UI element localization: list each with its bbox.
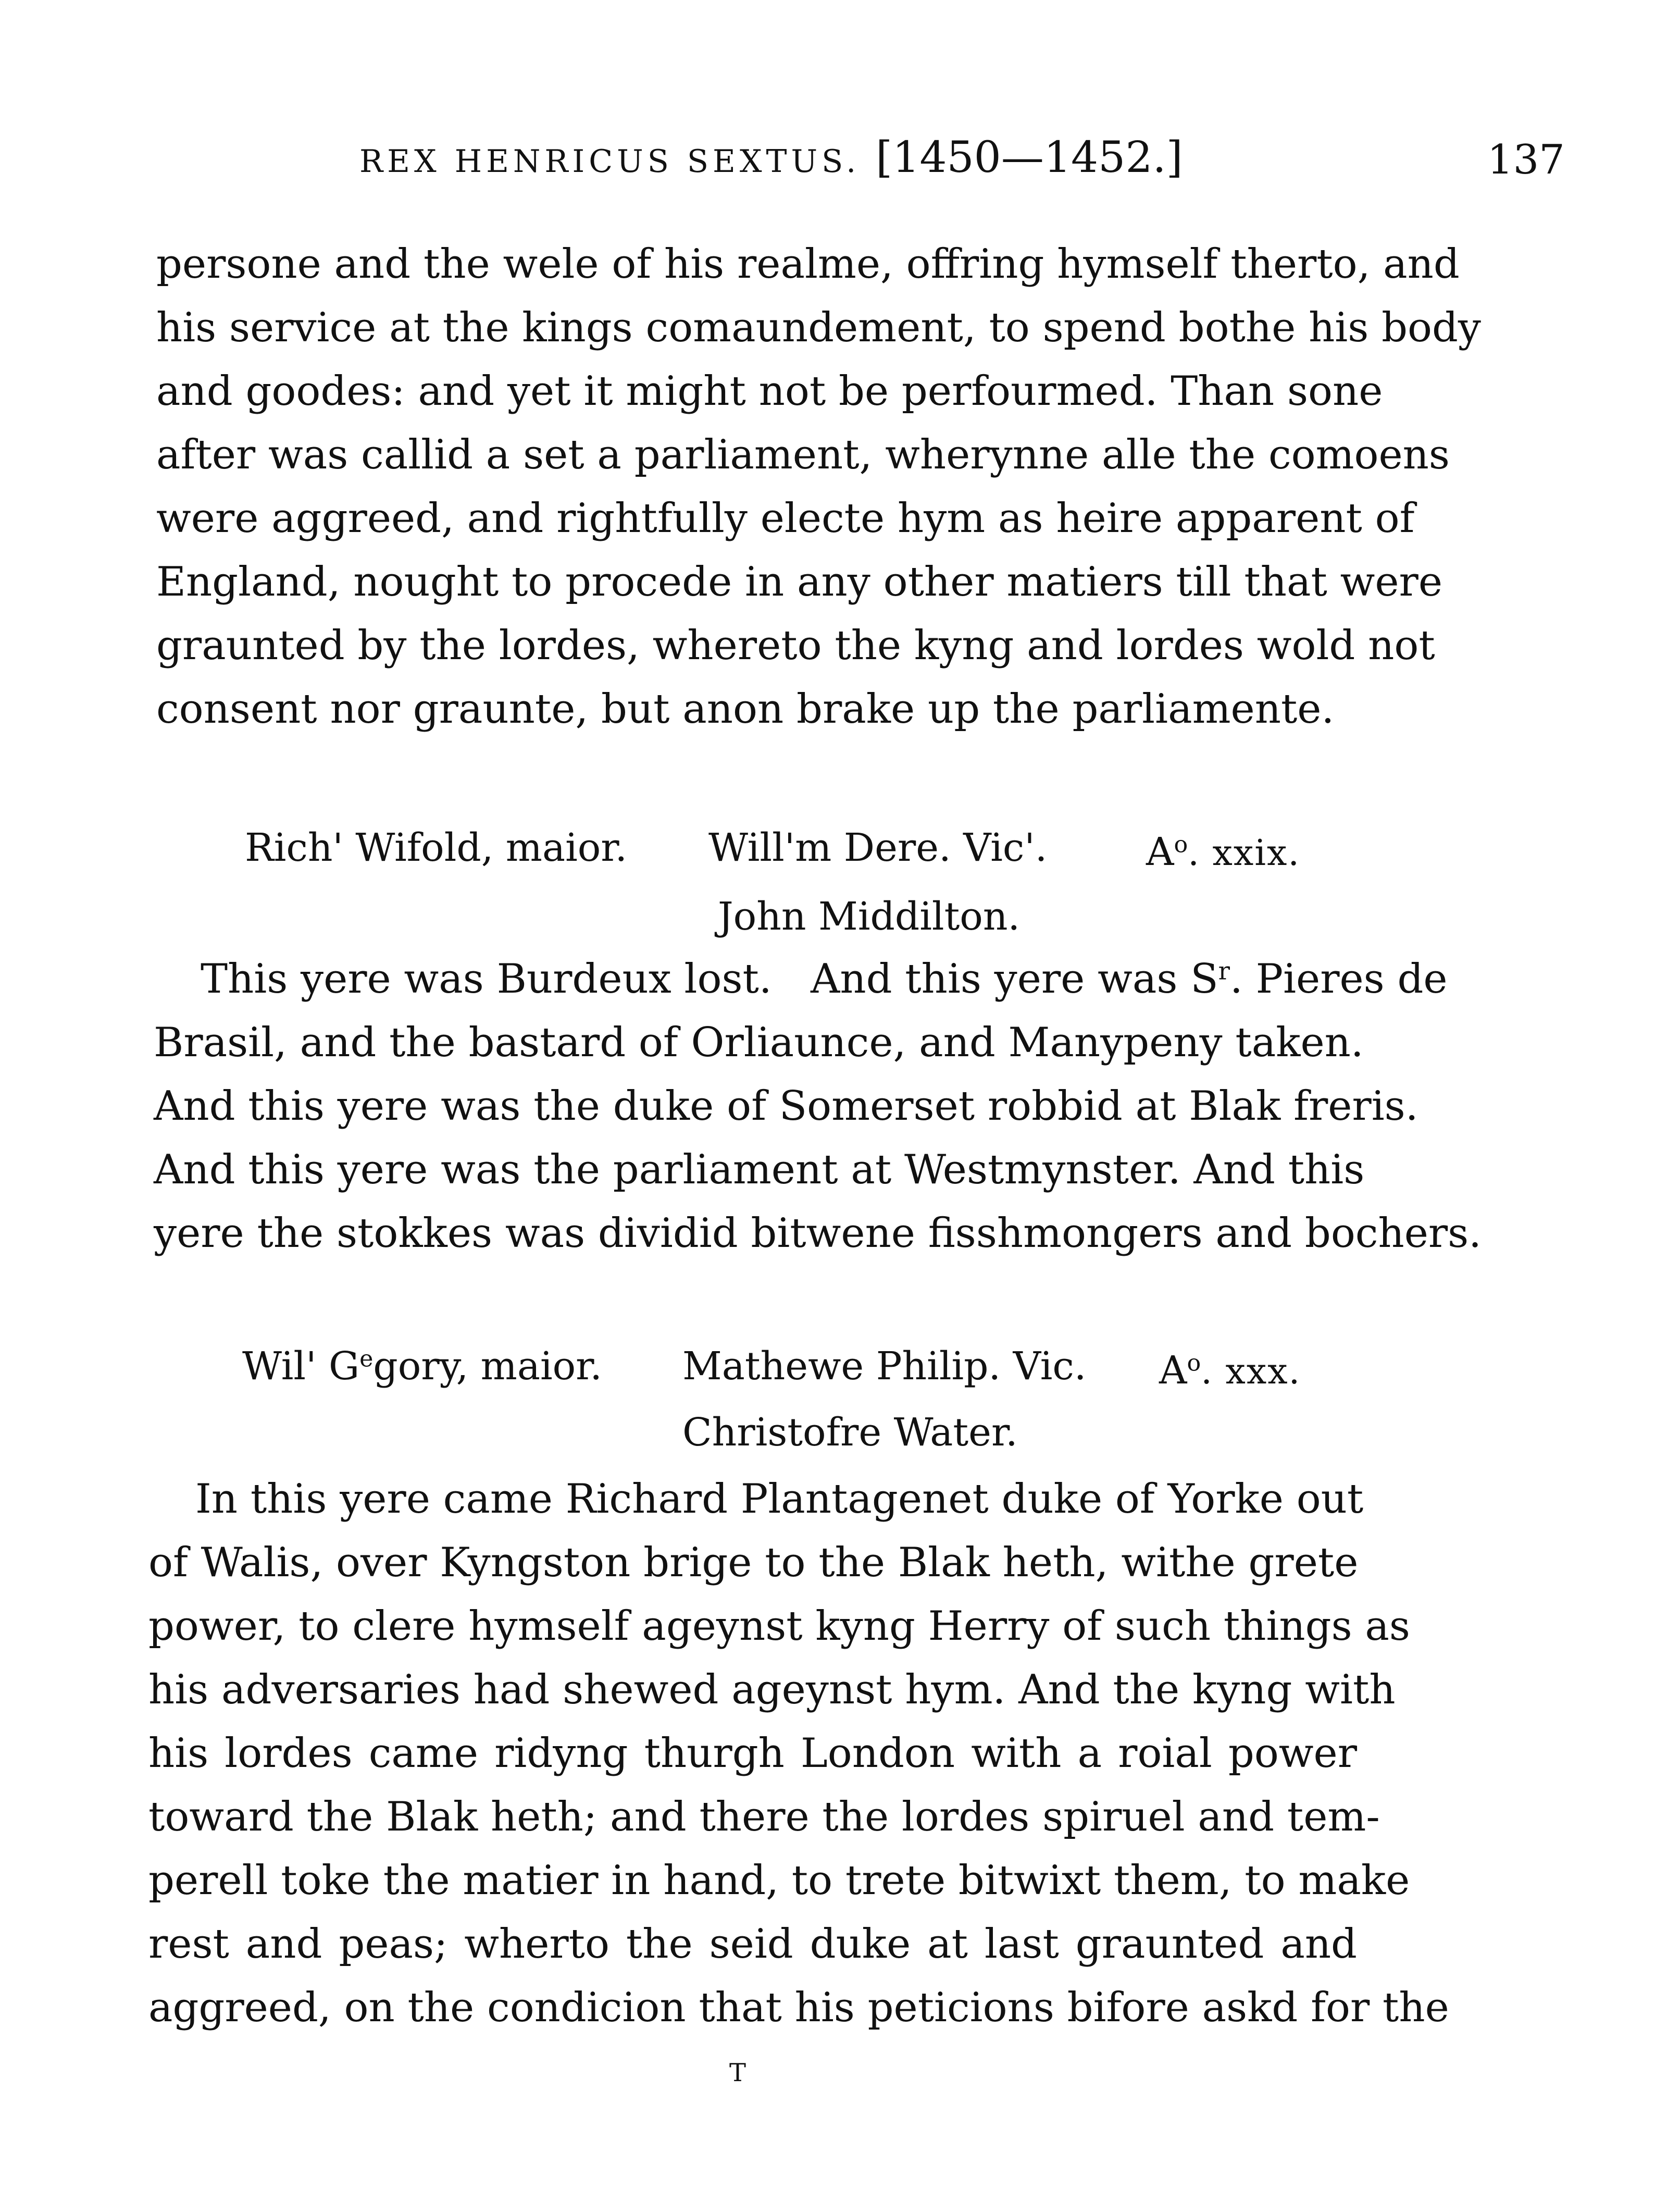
text-line: of Walis, over Kyngston brige to the Blak heth, withe grete bbox=[148, 1539, 1359, 1586]
text-line: graunted by the lordes, whereto the kyng and lordes wold not bbox=[156, 622, 1435, 669]
text-line: toward the Blak heth; and there the lordes spiruel and tem- bbox=[148, 1794, 1380, 1840]
mayor-name: Rich' Wifold, maior. bbox=[245, 825, 628, 870]
sheriff-name: Christofre Water. bbox=[682, 1410, 1018, 1455]
running-head-years: [1450—1452.] bbox=[876, 133, 1183, 182]
mayor-name: Wil' $G^egory$, maior. bbox=[242, 1344, 602, 1389]
text-line: This yere was Burdeux lost. And this yere was $S^r$. Pieres de bbox=[201, 956, 1448, 1003]
regnal-year: $A^o$. xxix. bbox=[1146, 830, 1301, 874]
text-line: consent nor graunte, but anon brake up the parliamente. bbox=[156, 686, 1335, 733]
text-line: And this yere was the duke of Somerset robbid at Blak freris. bbox=[154, 1083, 1418, 1130]
text-line: persone and the wele of his realme, offring hymself therto, and bbox=[156, 241, 1460, 288]
text-line: aggreed, on the condicion that his peticions bifore askd for the bbox=[148, 1984, 1449, 2031]
running-head bbox=[359, 133, 1183, 182]
sheriff-name: Will'm Dere. Vic'. bbox=[708, 825, 1048, 870]
text-line: his lordes came ridyng thurgh London with a roial power bbox=[148, 1730, 1357, 1777]
sheriff-name: John Middilton. bbox=[718, 894, 1021, 939]
sheriff-name: Mathewe Philip. Vic. bbox=[682, 1344, 1087, 1389]
text-line: were aggreed, and rightfully electe hym as heire apparent of bbox=[156, 495, 1415, 542]
text-line: and goodes: and yet it might not be perfourmed. Than sone bbox=[156, 368, 1383, 415]
text-line: rest and peas; wherto the seid duke at last graunted and bbox=[148, 1921, 1357, 1968]
text-line: his service at the kings comaundement, to spend bothe his body bbox=[156, 304, 1481, 351]
page-number: 137 bbox=[1487, 137, 1565, 183]
text-line: And this yere was the parliament at Westmynster. And this bbox=[154, 1146, 1365, 1193]
text-line: after was callid a set a parliament, wherynne alle the comoens bbox=[156, 431, 1450, 478]
signature-mark: T bbox=[729, 2058, 746, 2087]
text-line: his adversaries had shewed ageynst hym. And the kyng with bbox=[148, 1666, 1396, 1713]
text-line: perell toke the matier in hand, to trete bitwixt them, to make bbox=[148, 1857, 1410, 1904]
regnal-year: $A^o$. xxx. bbox=[1159, 1348, 1301, 1393]
running-head-title: REX HENRICUS SEXTUS. bbox=[359, 143, 861, 180]
text-line: England, nought to procede in any other matiers till that were bbox=[156, 559, 1442, 605]
text-line: Brasil, and the bastard of Orliaunce, and Manypeny taken. bbox=[154, 1019, 1364, 1066]
text-line: yere the stokkes was dividid bitwene fisshmongers and bochers. bbox=[154, 1210, 1482, 1257]
text-line: In this yere came Richard Plantagenet duke of Yorke out bbox=[195, 1476, 1364, 1523]
text-line: power, to clere hymself ageynst kyng Herry of such things as bbox=[148, 1603, 1410, 1650]
